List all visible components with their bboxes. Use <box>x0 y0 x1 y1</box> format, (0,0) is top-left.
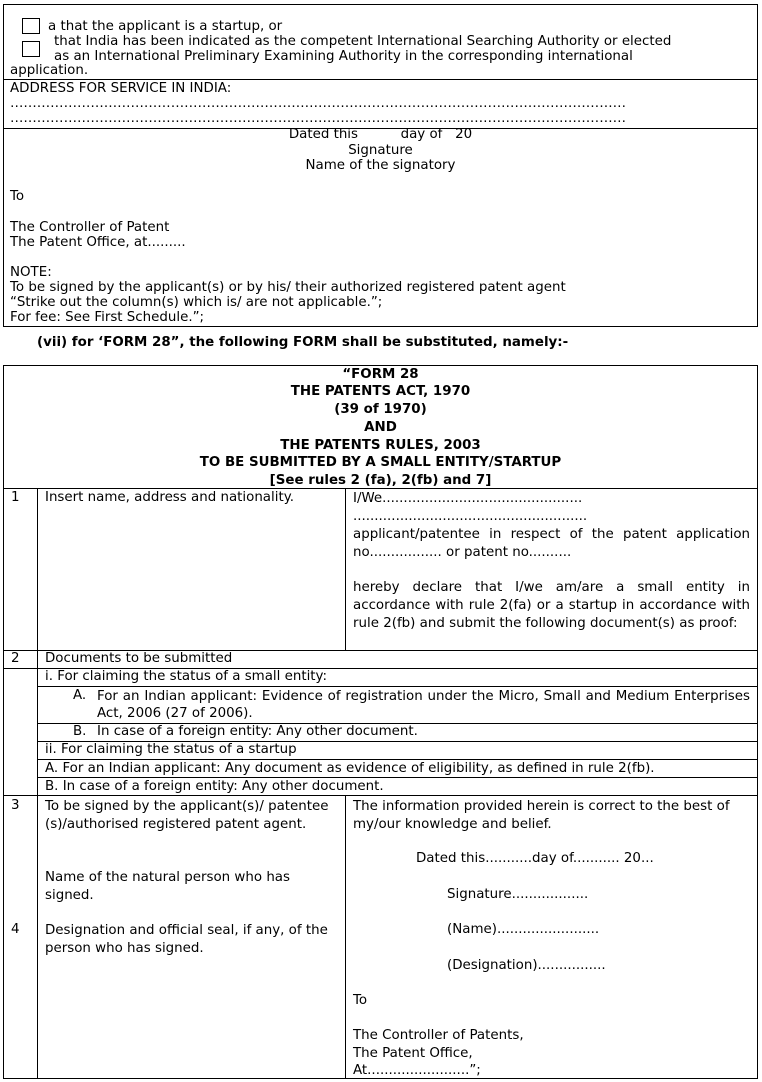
address-label: ADDRESS FOR SERVICE IN INDIA: <box>10 81 232 96</box>
signer-label: To be signed by the applicant(s)/ patentee (s)/authorised registered patent agent. <box>45 799 329 832</box>
rules-title: THE PATENTS RULES, 2003 <box>280 438 481 453</box>
form-title: “FORM 28 <box>342 367 419 382</box>
note-line-1: To be signed by the applicant(s) or by his/ their authorized registered patent agent <box>10 280 566 295</box>
signature-field[interactable]: Signature.................. <box>447 887 589 902</box>
controller-line: The Controller of Patent <box>10 220 170 235</box>
divider <box>37 777 758 778</box>
small-entity-a-text: For an Indian applicant: Evidence of registration under the Micro, Small and Medium Enterprises Act, 2006 (27 of 2006). <box>97 689 750 721</box>
option-startup-text: a that the applicant is a startup, or <box>48 19 283 34</box>
divider <box>37 488 38 1079</box>
small-entity-b-marker: B. <box>73 724 87 739</box>
divider <box>3 795 758 796</box>
row-number-1: 1 <box>11 490 20 505</box>
substitution-heading: (vii) for ‘FORM 28”, the following FORM shall be substituted, namely:- <box>37 335 569 350</box>
at-field[interactable]: At........................”; <box>353 1063 481 1078</box>
iwe-dots-field[interactable]: ....................................................... <box>353 509 588 524</box>
to-label: To <box>353 993 368 1008</box>
row-number-3: 3 <box>11 798 20 813</box>
natural-person-label: Name of the natural person who has signed. <box>45 870 290 903</box>
declaration-text: hereby declare that I/we am/are a small entity in accordance with rule 2(fa) or a startup in accordance with rule 2(fb) and submit the following document(s) as proof: <box>353 580 750 631</box>
act-number: (39 of 1970) <box>334 402 427 417</box>
office-line: The Patent Office, at......... <box>10 235 186 250</box>
signatory-name-line: Name of the signatory <box>305 158 456 173</box>
divider <box>345 795 346 1079</box>
note-line-3: For fee: See First Schedule.”; <box>10 310 205 325</box>
startup-heading: ii. For claiming the status of a startup <box>45 742 297 757</box>
dated-line: Dated this day of 20 <box>288 127 473 142</box>
option-isa-text-1: that India has been indicated as the competent International Searching Authority or elected <box>54 34 672 49</box>
startup-checkbox[interactable] <box>22 18 40 34</box>
isa-checkbox[interactable] <box>22 41 40 57</box>
address-line-2: ………………………………………………………………………………………………………………………… <box>10 111 626 126</box>
address-line-1: ………………………………………………………………………………………………………………………… <box>10 96 626 111</box>
iwe-field[interactable]: I/We............................................... <box>353 491 583 506</box>
documents-label: Documents to be submitted <box>45 651 233 666</box>
designation-seal-label: Designation and official seal, if any, of the person who has signed. <box>45 923 328 956</box>
note-line-2: “Strike out the column(s) which is/ are not applicable.”; <box>10 295 383 310</box>
row-number-2: 2 <box>11 651 20 666</box>
note-label: NOTE: <box>10 265 52 280</box>
rules-reference: [See rules 2 (fa), 2(fb) and 7] <box>269 473 492 488</box>
startup-b-text: B. In case of a foreign entity: Any other document. <box>45 779 384 794</box>
option-isa-text-3: application. <box>10 63 89 78</box>
divider <box>37 759 758 760</box>
name-address-label: Insert name, address and nationality. <box>45 490 294 505</box>
applicant-text: applicant/patentee in respect of the patent application no................. or patent no.......... <box>353 527 750 560</box>
small-entity-heading: i. For claiming the status of a small entity: <box>45 669 328 684</box>
information-statement: The information provided herein is correct to the best of my/our knowledge and belief. <box>353 799 730 832</box>
option-isa-text-2: as an International Preliminary Examining Authority in the corresponding international <box>54 49 633 64</box>
row-number-4: 4 <box>11 922 20 937</box>
small-entity-b-text: In case of a foreign entity: Any other document. <box>97 724 418 739</box>
small-entity-a-marker: A. <box>73 688 87 703</box>
divider <box>3 79 758 80</box>
office-line: The Patent Office, <box>353 1046 473 1061</box>
act-title: THE PATENTS ACT, 1970 <box>290 384 471 399</box>
divider <box>37 686 758 687</box>
name-field[interactable]: (Name)........................ <box>447 922 600 937</box>
and-label: AND <box>364 420 397 435</box>
divider <box>345 488 346 650</box>
submission-title: TO BE SUBMITTED BY A SMALL ENTITY/STARTUP <box>199 455 562 470</box>
signature-line: Signature <box>348 143 413 158</box>
designation-field[interactable]: (Designation)................ <box>447 958 606 973</box>
dated-field[interactable]: Dated this...........day of........... 20... <box>416 851 654 866</box>
startup-a-text: A. For an Indian applicant: Any document as evidence of eligibility, as defined in rule 2(fb). <box>45 761 655 776</box>
to-label: To <box>10 189 25 204</box>
controller-line: The Controller of Patents, <box>353 1028 524 1043</box>
divider <box>3 488 758 489</box>
